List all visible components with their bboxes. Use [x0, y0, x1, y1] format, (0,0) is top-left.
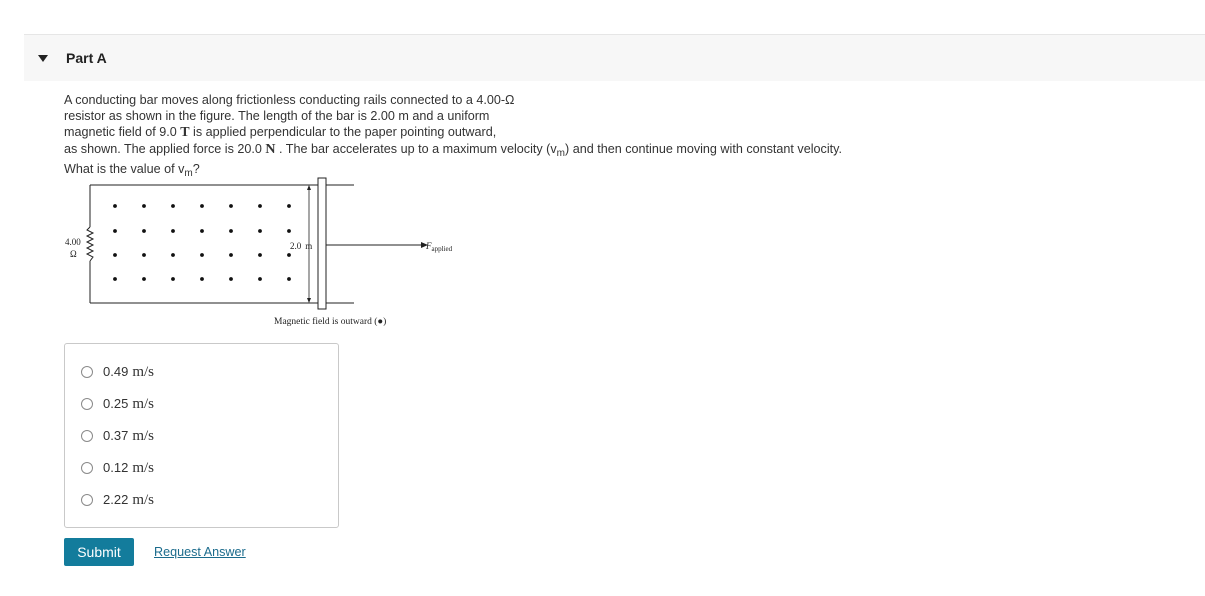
resistor-value: 4.00	[65, 237, 81, 247]
option-unit: m/s	[132, 363, 154, 380]
answer-option[interactable]	[81, 458, 154, 478]
option-label	[103, 460, 154, 477]
problem-line-1: A conducting bar moves along frictionless conducting rails connected to a 4.00-Ω	[64, 93, 515, 107]
problem-line-2: resistor as shown in the figure. The length of the bar is 2.00 m and a uniform	[64, 109, 490, 123]
problem-line-3	[64, 124, 944, 141]
dimension-arrow-up-icon	[307, 185, 311, 190]
answer-option[interactable]	[81, 362, 154, 382]
problem-text: ) and then continue moving with constant velocity.	[565, 142, 842, 156]
resistor-unit: Ω	[70, 249, 77, 259]
option-label	[103, 396, 154, 413]
field-dot-icon	[200, 204, 204, 208]
field-dot-icon	[171, 229, 175, 233]
field-dot-icon	[229, 277, 233, 281]
radio-button[interactable]	[81, 494, 93, 506]
field-dot-icon	[200, 253, 204, 257]
dimension-arrow-down-icon	[307, 298, 311, 303]
field-dot-icon	[229, 253, 233, 257]
circuit-figure	[60, 175, 480, 335]
field-dot-icon	[200, 277, 204, 281]
option-label	[103, 428, 154, 445]
option-label	[103, 364, 154, 381]
answer-option[interactable]	[81, 426, 154, 446]
option-value: 0.12	[103, 459, 129, 475]
force-label	[425, 241, 453, 253]
problem-text: . The bar accelerates up to a maximum velocity (v	[275, 142, 557, 156]
field-dot-icon	[287, 229, 291, 233]
field-dot-icon	[113, 253, 117, 257]
field-dot-icon	[142, 277, 146, 281]
field-dot-icon	[287, 204, 291, 208]
field-dot-icon	[113, 277, 117, 281]
newton-unit: N	[265, 142, 276, 157]
magnetic-field-dots	[113, 204, 291, 281]
field-dot-icon	[258, 253, 262, 257]
submit-button[interactable]: Submit	[64, 538, 134, 566]
problem-line-4	[64, 141, 944, 158]
option-unit: m/s	[132, 459, 154, 476]
answer-option[interactable]	[81, 394, 154, 414]
problem-text: is applied perpendicular to the paper pointing outward,	[189, 125, 497, 139]
field-dot-icon	[258, 229, 262, 233]
answer-option[interactable]	[81, 490, 154, 510]
figure-caption: Magnetic field is outward (●)	[274, 317, 387, 327]
request-answer-link[interactable]: Request Answer	[154, 545, 246, 559]
radio-button[interactable]	[81, 430, 93, 442]
option-unit: m/s	[132, 491, 154, 508]
field-dot-icon	[171, 204, 175, 208]
circuit-diagram	[60, 175, 480, 335]
field-dot-icon	[287, 277, 291, 281]
length-label	[290, 241, 312, 251]
field-dot-icon	[171, 277, 175, 281]
length-unit: m	[305, 241, 313, 251]
tesla-unit: T	[180, 125, 190, 140]
subscript-m: m	[556, 148, 565, 159]
option-value: 2.22	[103, 491, 129, 507]
subscript-m: m	[184, 168, 193, 179]
force-subscript: applied	[431, 245, 453, 253]
option-label	[103, 492, 154, 509]
problem-text: as shown. The applied force is 20.0	[64, 142, 266, 156]
radio-button[interactable]	[81, 366, 93, 378]
radio-button[interactable]	[81, 398, 93, 410]
field-dot-icon	[258, 277, 262, 281]
resistor-icon	[87, 227, 93, 261]
option-unit: m/s	[132, 395, 154, 412]
field-dot-icon	[229, 229, 233, 233]
field-dot-icon	[113, 204, 117, 208]
option-value: 0.37	[103, 427, 129, 443]
part-header	[24, 34, 1205, 81]
problem-text: magnetic field of 9.0	[64, 125, 181, 139]
problem-text: What is the value of v	[64, 162, 185, 176]
problem-text: ?	[192, 162, 200, 176]
field-dot-icon	[142, 204, 146, 208]
conducting-bar	[318, 178, 326, 309]
option-value: 0.25	[103, 395, 129, 411]
option-value: 0.49	[103, 363, 129, 379]
field-dot-icon	[287, 253, 291, 257]
part-title: Part A	[66, 50, 107, 66]
collapse-caret-icon[interactable]	[38, 55, 48, 62]
field-dot-icon	[142, 253, 146, 257]
field-dot-icon	[142, 229, 146, 233]
force-symbol: F	[426, 241, 432, 251]
radio-button[interactable]	[81, 462, 93, 474]
field-dot-icon	[171, 253, 175, 257]
field-dot-icon	[258, 204, 262, 208]
length-value: 2.0	[290, 241, 302, 251]
field-dot-icon	[229, 204, 233, 208]
option-unit: m/s	[132, 427, 154, 444]
field-dot-icon	[113, 229, 117, 233]
field-dot-icon	[200, 229, 204, 233]
answer-options	[64, 343, 339, 528]
problem-statement	[64, 92, 944, 177]
